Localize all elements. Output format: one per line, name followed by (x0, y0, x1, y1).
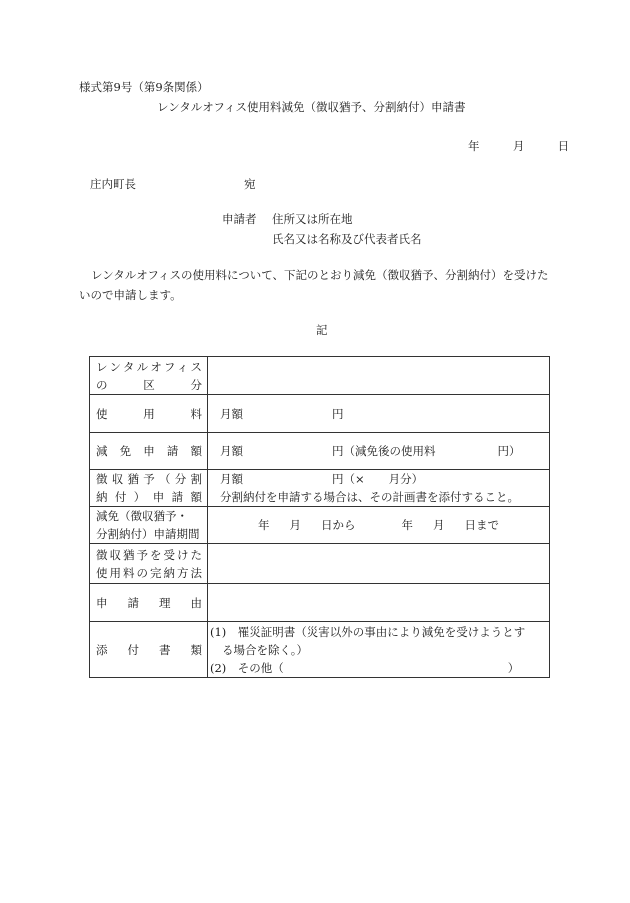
label-office-category: レンタルオフィス の 区 分 (90, 357, 208, 395)
applicant-label: 申請者 (222, 212, 257, 226)
table-row (90, 584, 550, 622)
value-application-period[interactable]: 年 月 日から 年 月 日まで (208, 507, 550, 544)
document-title: レンタルオフィス使用料減免（徴収猶予、分割納付）申請書 (157, 100, 466, 114)
label-reduction-amount: 減 免 申 請 額 (90, 433, 208, 470)
addressee-name: 庄内町長 (90, 177, 136, 191)
form-number: 様式第9号（第9条関係） (79, 80, 209, 94)
table-row (90, 357, 550, 395)
value-attachments[interactable] (208, 622, 550, 678)
label-payment-method: 徴収猶予を受けた 使用料の完納方法 (90, 544, 208, 584)
label-deferral-amount: 徴収猶予（分割 納付）申請額 (90, 470, 208, 507)
label-application-reason: 申 請 理 由 (90, 584, 208, 622)
application-table (89, 356, 550, 678)
value-application-reason[interactable] (208, 584, 550, 622)
date-month: 月 (512, 139, 525, 153)
table-row (90, 507, 550, 544)
table-row (90, 544, 550, 584)
value-deferral-amount[interactable]: 月額 円（× 月分） 分割納付を申請する場合は、その計画書を添付すること。 (208, 470, 550, 507)
label-application-period: 減免（徴収猶予・ 分割納付）申請期間 (90, 507, 208, 544)
date-day: 日 (557, 139, 570, 153)
addressee (90, 176, 256, 192)
applicant-address-label: 住所又は所在地 (272, 212, 353, 226)
attachment-item-1-cont: る場合を除く。） (222, 642, 309, 657)
date-line (468, 138, 569, 154)
body-text: レンタルオフィスの使用料について、下記のとおり減免（徴収猶予、分割納付）を受けたいので申請します。 (79, 268, 549, 302)
value-reduction-amount[interactable]: 月額 円（減免後の使用料 円） (208, 433, 550, 470)
label-attachments: 添 付 書 類 (90, 622, 208, 678)
table-row (90, 433, 550, 470)
attachment-item-1: (1) 罹災証明書（災害以外の事由により減免を受けようとす (210, 624, 526, 639)
ki-heading: 記 (316, 323, 328, 337)
table-row (90, 395, 550, 433)
value-usage-fee[interactable]: 月額 円 (208, 395, 550, 433)
value-office-category[interactable] (208, 357, 550, 395)
attachment-item-2: (2) その他（ ） (210, 660, 520, 675)
label-usage-fee: 使 用 料 (90, 395, 208, 433)
table-row (90, 470, 550, 507)
table-row (90, 622, 550, 678)
applicant-name-label: 氏名又は名称及び代表者氏名 (272, 232, 422, 246)
value-payment-method[interactable] (208, 544, 550, 584)
addressee-suffix: 宛 (244, 177, 256, 191)
date-year: 年 (468, 139, 480, 153)
